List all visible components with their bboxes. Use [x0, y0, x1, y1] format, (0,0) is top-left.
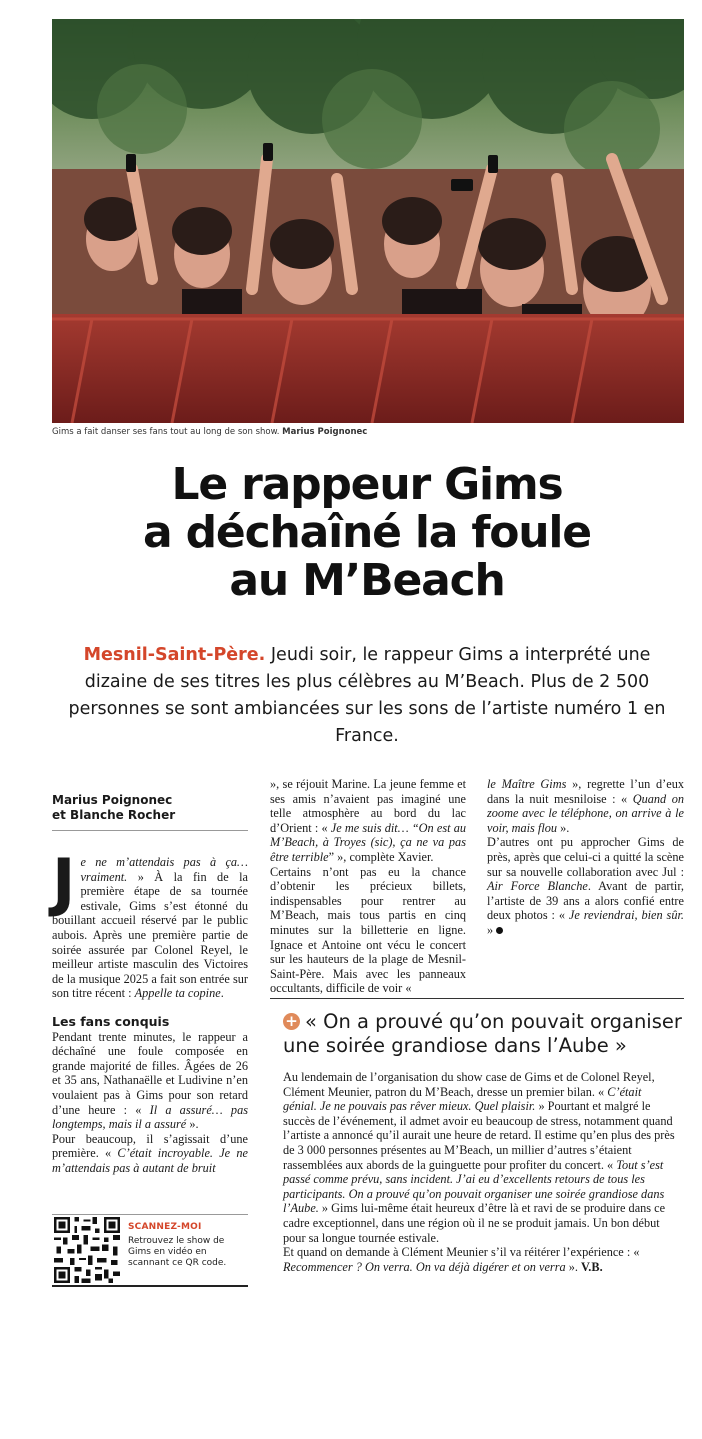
article-column-2: [270, 777, 466, 996]
body-text: ».: [186, 1117, 199, 1132]
body-text: » Gims lui-même était heureux d’être là et ravi de se produire dans ce cadre exceptionnel, dans une région où il ne se produit jamais. Un bon début pour sa longue tournée estivale.: [283, 1201, 666, 1245]
body-text: Au lendemain de l’organisation du show case de Gims et de Colonel Reyel, Clément Meunier, patron du M’Beach, dresse un premier bilan. «: [283, 1070, 655, 1099]
body-text: » Pourtant et malgré le succès de l’événement, il admet avoir eu beaucoup de stress, notamment quand l’artiste a annoncé qu’il aurait une heure de retard. Il estime qu’en plus des près de 3 000 personnes présentes au M’Beach, un millier d’autres s’étaient rassemblées aux abords de la guinguette pour profiter du concert. «: [283, 1099, 675, 1172]
byline-author-1: Marius Poignonec: [52, 793, 173, 807]
article-paragraph-4-continued: [487, 777, 684, 835]
dropcap: J: [52, 846, 76, 919]
plus-icon: +: [283, 1013, 300, 1030]
song-title: Air Force Blanche: [487, 879, 588, 894]
byline: [52, 793, 248, 831]
quote-text: Il a assuré… pas longtemps, mais il a assuré: [52, 1102, 248, 1132]
quote-text: Je me suis dit… “On est au M’Beach, à Troyes (sic), ça ne va pas être terrible: [270, 820, 467, 864]
article-lead: [60, 642, 674, 750]
article-paragraph-5: [487, 835, 684, 937]
headline-line-3: au M’Beach: [229, 555, 505, 606]
body-text: Et quand on demande à Clément Meunier s’il va réitérer l’expérience : «: [283, 1245, 640, 1260]
box-quote-headline: [283, 1010, 684, 1058]
body-text: . Avant de partir, l’artiste de 39 ans a alors confié entre deux photos : «: [487, 879, 685, 923]
article-subhead: Les fans conquis: [52, 1013, 170, 1029]
quote-text: C’était incroyable. Je ne m’attendais pas à autant de bruit: [52, 1146, 248, 1175]
body-text: ».: [557, 820, 570, 835]
article-column-3: [487, 777, 684, 938]
body-text: ” », complète Xavier.: [328, 849, 434, 864]
box-title: « On a prouvé qu’on pouvait organiser une soirée grandiose dans l’Aube »: [283, 1010, 682, 1057]
crowd-illustration: [52, 19, 684, 423]
body-text: Pendant trente minutes, le rappeur a déchaîné une foule composée en grande majorité de filles. Âgées de 26 et 35 ans, Nathanaëlle et Ludivine n’en voulaient pas à Gims pour son retard d’une heure : «: [52, 1029, 248, 1117]
quote-text: C’était génial. Je ne pouvais pas rêver mieux. Quel plaisir.: [283, 1084, 642, 1114]
box-paragraph-2: [283, 1245, 678, 1274]
article-column-1: [52, 793, 248, 1175]
quote-text: Quand on zoome avec le téléphone, on arrive à le voir, mais flou: [487, 791, 684, 835]
qr-code-icon[interactable]: [54, 1217, 120, 1283]
article-paragraph-1: [52, 846, 248, 1001]
box-body: [283, 1070, 678, 1274]
end-of-article-dot: [496, 927, 503, 934]
article-paragraph-3-continued: [270, 777, 466, 865]
article-paragraph-3: [52, 1132, 248, 1176]
quote-text: e ne m’attendais pas à ça… vraiment.: [80, 855, 248, 884]
qr-description: Retrouvez le show de Gims en vidéo en scannant ce QR code.: [128, 1236, 227, 1268]
concert-crowd-photo: [52, 19, 684, 423]
body-text: » À la fin de la première étape de sa tournée estivale, Gims s’est étonné du bouillant accueil réservé par le public aubois. Après une première partie de soirée assurée par Colonel Reyel, le meilleur artiste masculin des Victoires de la musique 2025 a fait son entrée sur son titre récent :: [52, 869, 248, 1001]
article-headline: [40, 461, 694, 605]
photo-credit: Marius Poignonec: [282, 427, 368, 437]
quote-text: le Maître Gims: [487, 777, 567, 791]
box-divider: [270, 998, 684, 999]
body-text: ».: [565, 1259, 582, 1274]
quote-text: Je reviendrai, bien sûr.: [568, 908, 684, 923]
body-text: »: [487, 922, 494, 937]
article-paragraph-2: [52, 1030, 248, 1132]
box-paragraph-1: [283, 1070, 678, 1245]
photo-caption: [52, 427, 684, 437]
caption-text: Gims a fait danser ses fans tout au long de son show.: [52, 427, 283, 437]
article-paragraph-4: Certains n’ont pas eu la chance d’obtenir les précieux billets, indispensables pour rentrer au M’Beach, mais tous partis en cinq minutes sur la billetterie en ligne. Ignace et Antoine ont vécu le concert sur les hauteurs de la plage de Mesnil-Saint-Père. Mais avec les panneaux occultants, difficile de voir «: [270, 864, 466, 996]
signature: V.B.: [581, 1259, 603, 1274]
body-text: D’autres ont pu approcher Gims de près, après que celui-ci a quitté la scène sur sa nouvelle collaboration avec Jul :: [487, 835, 684, 879]
quote-text: Tout s’est passé comme prévu, sans incident. J’ai eu d’excellents retours de tous les participants. On a prouvé qu’on pouvait organiser une soirée grandiose dans l’Aube.: [283, 1157, 665, 1216]
byline-author-2: et Blanche Rocher: [52, 808, 176, 822]
body-text: », se réjouit Marine. La jeune femme et ses amis n’avaient pas imaginé une telle atmosphère au bord du lac d’Orient : «: [270, 777, 466, 835]
song-title: Appelle ta copine: [134, 986, 221, 1001]
qr-promo: [52, 1214, 248, 1287]
body-text: », regrette l’un d’eux dans la nuit mesniloise : «: [487, 777, 684, 806]
lead-text: Jeudi soir, le rappeur Gims a interprété une dizaine de ses titres les plus célèbres au M’Beach. Plus de 2 500 personnes se sont ambiancées sur les sons de l’artiste numéro 1 en France.: [68, 645, 666, 746]
body-text: Pour beaucoup, il s’agissait d’une première. «: [52, 1131, 248, 1161]
headline-line-1: Le rappeur Gims: [171, 459, 563, 510]
headline-line-2: a déchaîné la foule: [143, 507, 591, 558]
body-text: .: [220, 986, 224, 1001]
lead-place: Mesnil-Saint-Père.: [83, 645, 266, 665]
qr-label: SCANNEZ-MOI: [128, 1222, 202, 1232]
quote-text: Recommencer ? On verra. On va déjà digérer et on verra: [283, 1259, 566, 1274]
